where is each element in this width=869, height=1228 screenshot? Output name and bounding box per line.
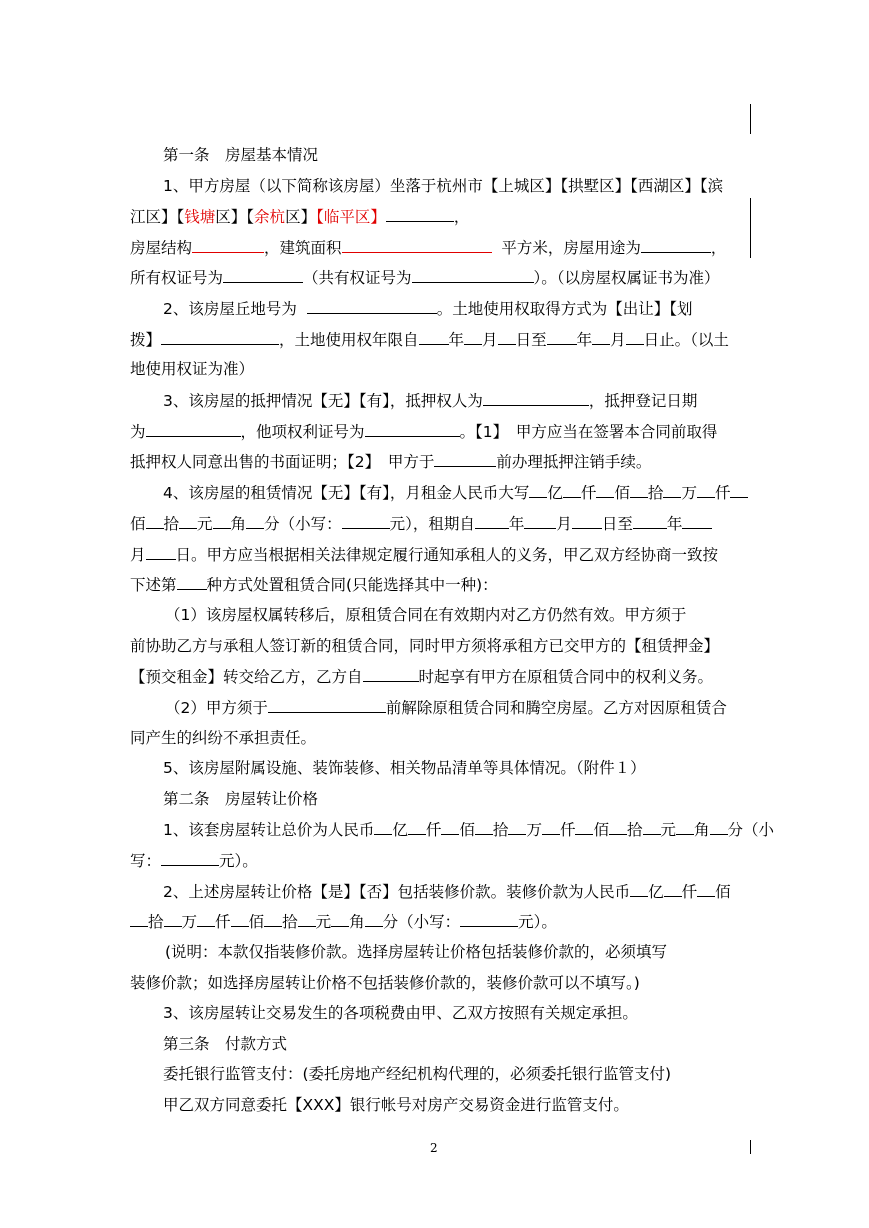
art1-p4-line2: 佰 拾 元 角 分（小写： 元），租期自 年 月 日至 年 bbox=[130, 513, 712, 534]
art1-opt2-line1: （2）甲方须于 前解除原租赁合同和腾空房屋。乙方对因原租赁合 bbox=[165, 699, 727, 717]
art1-p2-line2: 拨】 ，土地使用权年限自 年 月 日至 年 月 日止。（以土 bbox=[130, 331, 729, 349]
art2-p2-line1: 2、上述房屋转让价格【是】【否】包括装修价款。装修价款为人民币 亿 仟 佰 bbox=[163, 883, 731, 901]
district-qiantang: 钱塘 bbox=[184, 208, 216, 226]
art1-p3-line3: 抵押权人同意出售的书面证明；【2】 甲方于 前办理抵押注销手续。 bbox=[130, 453, 652, 471]
art1-p3-line1: 3、该房屋的抵押情况【无】【有】，抵押权人为 ，抵押登记日期 bbox=[163, 392, 698, 410]
margin-mark-top bbox=[750, 104, 751, 134]
art2-note-line1: (说明：本款仅指装修价款。选择房屋转让价格包括装修价款的，必须填写 bbox=[165, 943, 668, 961]
art2-p1-line2: 写： 元）。 bbox=[130, 852, 258, 870]
margin-mark-mid bbox=[750, 198, 751, 258]
art2-p3: 3、该房屋转让交易发生的各项税费由甲、乙双方按照有关规定承担。 bbox=[163, 1004, 638, 1022]
art3-p2: 甲乙双方同意委托【XXX】银行帐号对房产交易资金进行监管支付。 bbox=[163, 1096, 629, 1114]
art1-p1-line4: 所有权证号为 （共有权证号为 ）。（以房屋权属证书为准） bbox=[130, 269, 720, 287]
art1-p2-line1: 2、该房屋丘地号为 。土地使用权取得方式为【出让】【划 bbox=[163, 300, 693, 318]
art2-p1-line1: 1、该套房屋转让总价为人民币 亿 仟 佰 拾 万 仟 佰 拾 元 角 分（小 bbox=[163, 821, 775, 839]
art1-p4-line4: 下述第 种方式处置租赁合同(只能选择其中一种)： bbox=[130, 576, 498, 594]
article-2-heading: 第二条 房屋转让价格 bbox=[163, 790, 319, 808]
margin-mark-bottom bbox=[750, 1140, 751, 1154]
art1-p1-line1: 1、甲方房屋（以下简称该房屋）坐落于杭州市【上城区】【拱墅区】【西湖区】【滨 bbox=[163, 177, 724, 195]
art1-p2-line3: 地使用权证为准） bbox=[130, 360, 255, 378]
art1-p3-line2: 为 ，他项权利证号为 。【1】 甲方应当在签署本合同前取得 bbox=[130, 423, 718, 441]
art1-opt1-line2: 前协助乙方与承租人签订新的租赁合同，同时甲方须将承租方已交甲方的【租赁押金】 bbox=[130, 637, 720, 655]
article-1-heading: 第一条 房屋基本情况 bbox=[163, 146, 319, 164]
art1-p1-line3: 房屋结构 ，建筑面积 平方米，房屋用途为 ， bbox=[130, 239, 727, 257]
page-number: 2 bbox=[430, 1141, 438, 1155]
art1-p4-line1: 4、该房屋的租赁情况【无】【有】，月租金人民币大写 亿 仟 佰 拾 万 仟 bbox=[163, 482, 748, 503]
district-linping: 【临平区】 bbox=[316, 208, 386, 226]
article-3-heading: 第三条 付款方式 bbox=[163, 1035, 288, 1053]
art1-opt1-line1: （1）该房屋权属转移后，原租赁合同在有效期内对乙方仍然有效。甲方须于 bbox=[165, 606, 687, 624]
art1-opt2-line2: 同产生的纠纷不承担责任。 bbox=[130, 729, 317, 747]
art1-p4-line3: 月 日。甲方应当根据相关法律规定履行通知承租人的义务，甲乙双方经协商一致按 bbox=[130, 546, 719, 564]
art1-p5: 5、该房屋附属设施、装饰装修、相关物品清单等具体情况。（附件１） bbox=[163, 759, 646, 777]
art2-p2-line2: 拾 万 仟 佰 拾 元 角 分（小写： 元）。 bbox=[130, 911, 557, 932]
art1-opt1-line3: 【预交租金】转交给乙方，乙方自 时起享有甲方在原租赁合同中的权利义务。 bbox=[130, 668, 714, 686]
art3-p1: 委托银行监管支付：(委托房地产经纪机构代理的，必须委托银行监管支付) bbox=[163, 1065, 672, 1083]
district-yuhang: 余杭 bbox=[254, 208, 286, 226]
art2-note-line2: 装修价款；如选择房屋转让价格不包括装修价款的，装修价款可以不填写。) bbox=[130, 974, 640, 992]
art1-p1-line2: 江区】【钱塘区】【余杭区】【临平区】 ， bbox=[130, 208, 470, 226]
